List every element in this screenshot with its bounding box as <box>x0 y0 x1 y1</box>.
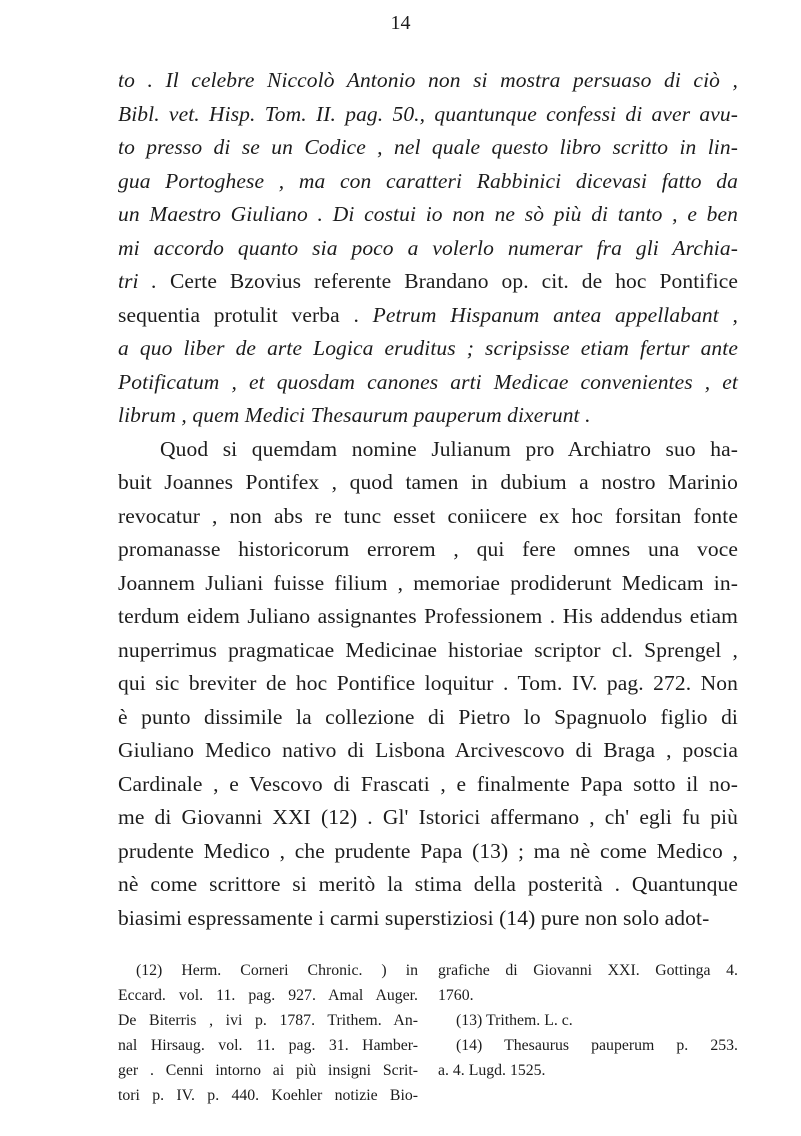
footnotes <box>118 958 738 1108</box>
italic-text: un Maestro Giuliano . Di costui io non ne sò più di tanto , e ben <box>118 202 738 226</box>
italic-text: Bibl. vet. Hisp. Tom. II. pag. 50., quantunque confessi di aver avu- <box>118 101 738 126</box>
text-line <box>118 232 738 266</box>
footnote-line: 1760. <box>438 987 474 1004</box>
roman-text: terdum eidem Juliano assignantes Professionem . His addendus etiam <box>118 604 738 628</box>
footnote-line: tori p. IV. p. 440. Koehler notizie Bio- <box>118 1087 418 1104</box>
text-line <box>118 634 738 668</box>
roman-text: Quod si quemdam nomine Julianum pro Archiatro suo ha- <box>160 436 738 461</box>
roman-text: biasimi espressamente i carmi superstiziosi (14) pure non solo adot- <box>118 905 710 930</box>
text-line <box>118 466 738 500</box>
roman-text: è punto dissimile la collezione di Pietro lo Spagnuolo figlio di <box>118 704 738 729</box>
text-line <box>118 868 738 902</box>
footnote-line: De Biterris , ivi p. 1787. Trithem. An- <box>118 1012 418 1029</box>
text-line <box>118 299 738 333</box>
body-text <box>118 64 738 935</box>
text-line <box>118 265 738 299</box>
text-line <box>118 801 738 835</box>
italic-text: a quo liber de arte Logica eruditus ; scripsisse etiam fertur ante <box>118 336 738 360</box>
italic-text: mi accordo quanto sia poco a volerlo numerar fra gli Archia- <box>118 235 738 260</box>
italic-text: Petrum Hispanum antea appellabant , <box>372 302 738 327</box>
text-line <box>118 600 738 634</box>
roman-text: prudente Medico , che prudente Papa (13) ; ma nè come Medico , <box>118 838 738 863</box>
text-line <box>118 64 738 98</box>
text-line <box>118 768 738 802</box>
text-line <box>118 366 738 400</box>
italic-text: librum , quem Medici Thesaurum pauperum dixerunt . <box>118 403 591 427</box>
text-line <box>118 198 738 232</box>
roman-text: me di Giovanni XXI (12) . Gl' Istorici affermano , ch' egli fu più <box>118 805 738 829</box>
footnotes-right-column <box>438 958 738 1108</box>
text-line <box>118 131 738 165</box>
footnote-line: (12) Herm. Corneri Chronic. ) in <box>136 962 418 979</box>
text-line <box>118 332 738 366</box>
text-line <box>118 433 738 467</box>
text-line <box>118 399 738 433</box>
footnote-line: Eccard. vol. 11. pag. 927. Amal Auger. <box>118 987 418 1004</box>
footnote-line: (14) Thesaurus pauperum p. 253. <box>456 1037 738 1054</box>
footnote-line: (13) Trithem. L. c. <box>456 1012 573 1029</box>
italic-text: to . Il celebre Niccolò Antonio non si mostra persuaso di ciò , <box>118 68 738 92</box>
italic-text: gua Portoghese , ma con caratteri Rabbinici dicevasi fatto da <box>118 168 738 193</box>
footnote-line: nal Hirsaug. vol. 11. pag. 31. Hamber- <box>118 1037 418 1054</box>
roman-text: Joannem Juliani fuisse filium , memoriae prodiderunt Medicam in- <box>118 570 738 595</box>
italic-text: to presso di se un Codice , nel quale questo libro scritto in lin- <box>118 135 738 159</box>
italic-text: Potificatum , et quosdam canones arti Medicae convenientes , et <box>118 369 738 394</box>
footnote-line: grafiche di Giovanni XXI. Gottinga 4. <box>438 962 738 979</box>
italic-text: tri . <box>118 269 170 293</box>
text-line <box>118 701 738 735</box>
roman-text: sequentia protulit verba . <box>118 302 373 327</box>
text-line <box>118 902 738 936</box>
roman-text: Cardinale , e Vescovo di Frascati , e finalmente Papa sotto il no- <box>118 771 738 796</box>
roman-text: nè come scrittore si meritò la stima della posterità . Quantunque <box>118 872 738 896</box>
text-line <box>118 567 738 601</box>
roman-text: Giuliano Medico nativo di Lisbona Arcivescovo di Braga , poscia <box>118 738 738 762</box>
footnotes-left-column <box>118 958 418 1108</box>
roman-text: Certe Bzovius referente Brandano op. cit. de hoc Pontifice <box>169 269 738 293</box>
text-line <box>118 533 738 567</box>
text-line <box>118 667 738 701</box>
text-line <box>118 500 738 534</box>
roman-text: qui sic breviter de hoc Pontifice loquitur . Tom. IV. pag. 272. Non <box>118 671 738 695</box>
footnote-line: a. 4. Lugd. 1525. <box>438 1062 546 1079</box>
roman-text: promanasse historicorum errorem , qui fere omnes una voce <box>118 537 738 561</box>
page-number: 14 <box>390 12 411 34</box>
roman-text: buit Joannes Pontifex , quod tamen in dubium a nostro Marinio <box>118 470 738 494</box>
text-line <box>118 835 738 869</box>
text-line <box>118 98 738 132</box>
text-line <box>118 734 738 768</box>
text-line <box>118 165 738 199</box>
footnote-line: ger . Cenni intorno ai più insigni Scrit- <box>118 1062 418 1079</box>
roman-text: nuperrimus pragmaticae Medicinae historiae scriptor cl. Sprengel , <box>118 637 738 662</box>
roman-text: revocatur , non abs re tunc esset coniicere ex hoc forsitan fonte <box>118 503 738 528</box>
